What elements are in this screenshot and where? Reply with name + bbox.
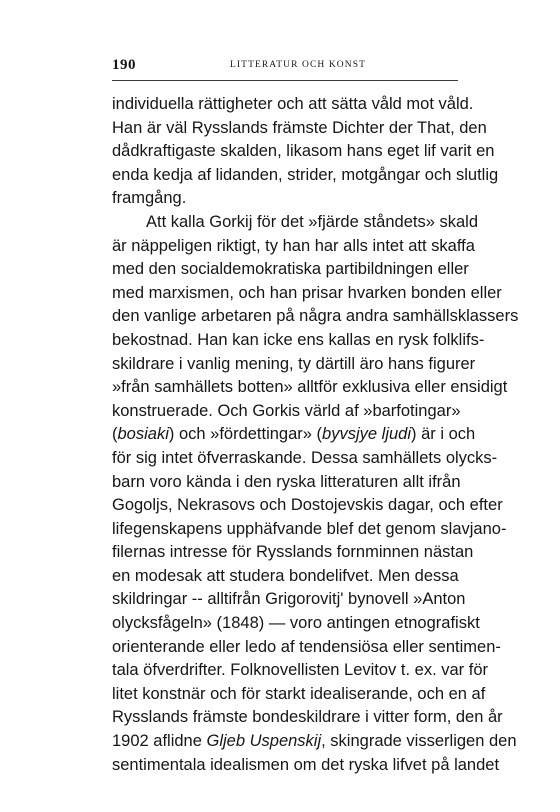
italic-term: byvsjye ljudi xyxy=(322,425,412,444)
italic-term: bosiaki xyxy=(117,425,169,444)
text-line: framgång. xyxy=(112,189,187,208)
text-line: Han är väl Rysslands främste Dichter der That, den xyxy=(112,118,487,137)
page-number: 190 xyxy=(112,57,136,73)
text-line: litet konstnär och för starkt idealiserande, och en af xyxy=(112,684,486,703)
text-segment: , skingrade visserligen den xyxy=(321,732,517,751)
text-line: en modesak att studera bondelifvet. Men dessa xyxy=(112,566,459,585)
text-line: med marxismen, och han prisar hvarken bonden eller xyxy=(112,283,502,302)
text-segment: ( xyxy=(112,425,118,444)
text-line xyxy=(112,730,517,754)
text-line xyxy=(112,423,476,447)
text-line: den vanlige arbetaren på några andra samhällsklassers xyxy=(112,307,519,326)
text-line: tala öfverdrifter. Folknovellisten Levitov t. ex. var för xyxy=(112,661,488,680)
text-line: med den socialdemokratiska partibildningen eller xyxy=(112,260,469,279)
text-line: lifegenskapens upphäfvande blef det genom slavjano- xyxy=(112,519,507,538)
text-line: »från samhällets botten» alltför exklusiva eller ensidigt xyxy=(112,378,508,397)
header-rule xyxy=(112,80,458,81)
text-line: Att kalla Gorkij för det »fjärde ståndets» skald xyxy=(146,212,478,231)
text-line: individuella rättigheter och att sätta våld mot våld. xyxy=(112,95,474,113)
text-line: för sig intet öfverraskande. Dessa samhällets olycks- xyxy=(112,448,498,467)
text-line: konstruerade. Och Gorkis värld af »barfotingar» xyxy=(112,401,461,420)
text-line: skildringar -- alltifrån Grigorovitj' bynovell »Anton xyxy=(112,590,466,609)
running-head: LITTERATUR OCH KONST xyxy=(230,60,366,70)
text-line: barn voro kända i den ryska litteraturen allt ifrån xyxy=(112,472,461,491)
text-line: bekostnad. Han kan icke ens kallas en rysk folklifs- xyxy=(112,330,485,349)
text-line: filernas intresse för Rysslands fornminnen nästan xyxy=(112,543,474,562)
page-header xyxy=(112,57,458,77)
text-line: sentimentala idealismen om det ryska lifvet på landet xyxy=(112,755,500,774)
text-line: skildrare i vanlig mening, ty därtill äro hans figurer xyxy=(112,354,476,373)
body-text xyxy=(112,93,519,777)
text-segment: ) och »fördettingar» ( xyxy=(168,425,323,444)
text-segment: 1902 aflidne xyxy=(112,732,207,751)
text-line: dådkraftigaste skalden, likasom hans eget lif varit en xyxy=(112,142,495,161)
text-line: olycksfågeln» (1848) — voro antingen etnografiskt xyxy=(112,614,480,633)
text-line: orienterande eller ledo af tendensiösa eller sentimen- xyxy=(112,637,501,656)
italic-term: Gljeb Uspenskij xyxy=(206,732,322,751)
text-line: är näppeligen riktigt, ty han har alls intet att skaffa xyxy=(112,236,475,255)
text-line: enda kedja af lidanden, strider, motgångar och slutlig xyxy=(112,165,499,184)
text-line: Rysslands främste bondeskildrare i vitter form, den år xyxy=(112,708,503,727)
text-segment: ) är i och xyxy=(411,425,476,444)
text-line: Gogoljs, Nekrasovs och Dostojevskis dagar, och efter xyxy=(112,496,503,515)
